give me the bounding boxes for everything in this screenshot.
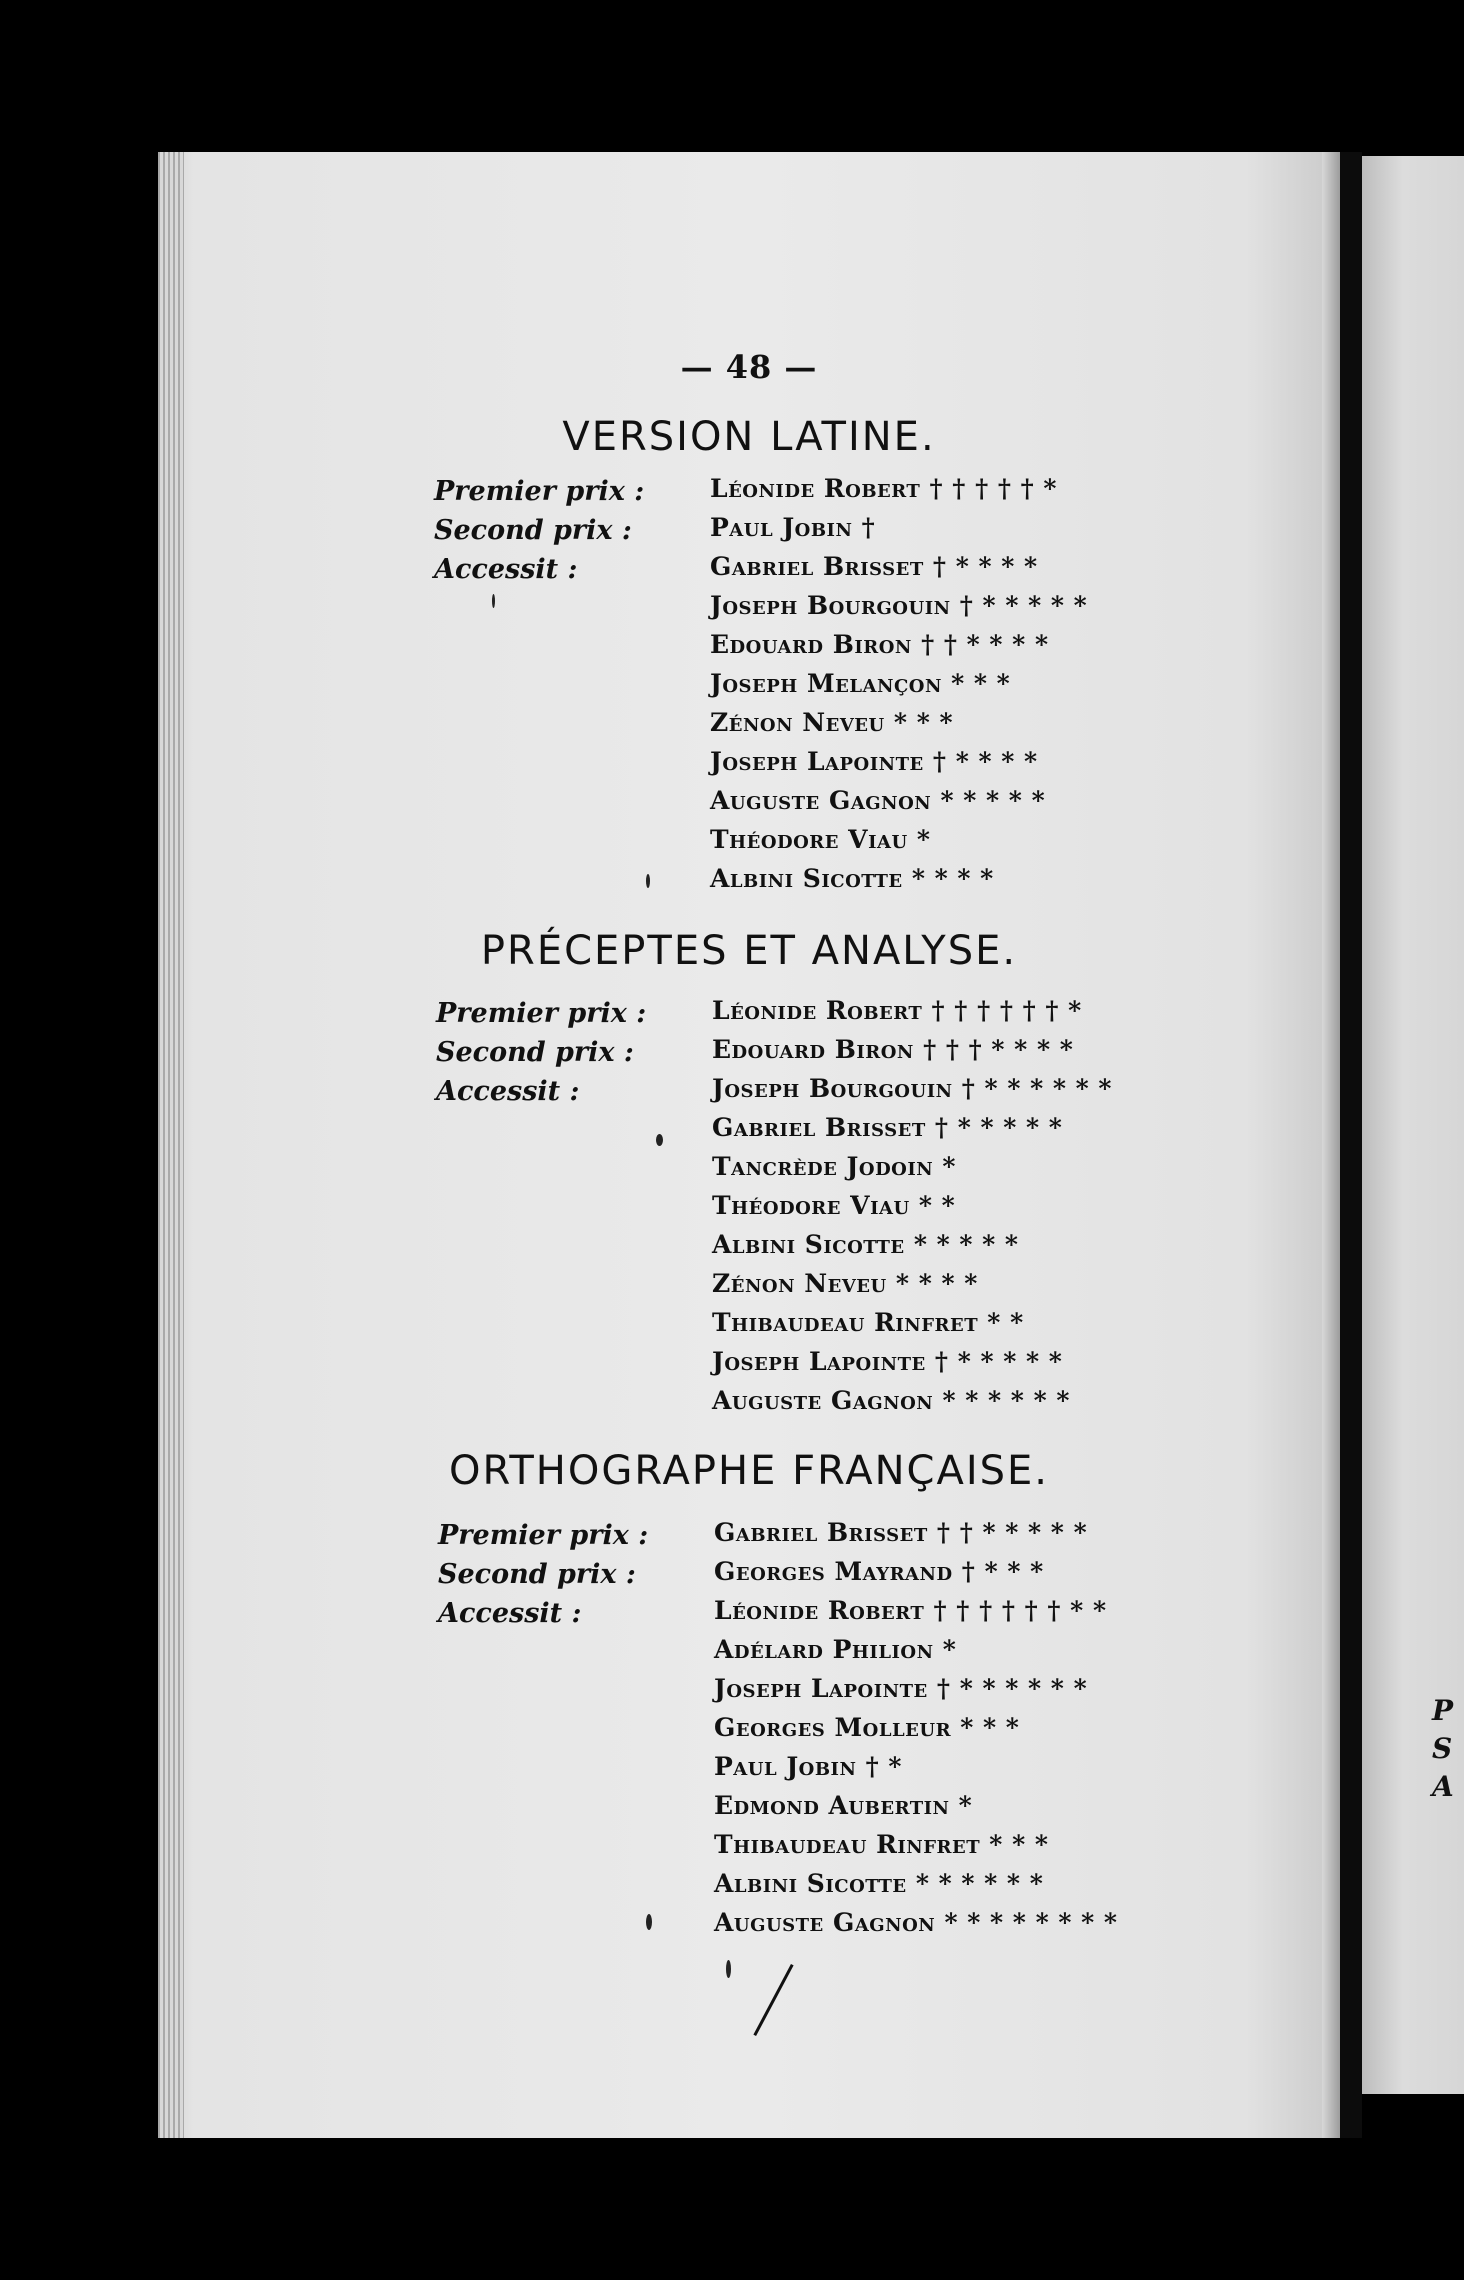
label-accessit: Accessit : — [436, 1076, 580, 1107]
pencil-mark — [753, 1964, 793, 2036]
facing-fragment: P — [1432, 1694, 1454, 1727]
book-gutter — [1340, 152, 1362, 2138]
entry: Thibaudeau Rinfret * * — [712, 1308, 1024, 1337]
entry: Auguste Gagnon * * * * * * — [712, 1386, 1070, 1415]
label-accessit: Accessit : — [438, 1598, 582, 1629]
entry: Edmond Aubertin * — [714, 1791, 973, 1820]
entry: Léonide Robert † † † † † * — [710, 474, 1057, 503]
entry: Paul Jobin † * — [714, 1752, 902, 1781]
entry: Albini Sicotte * * * * * — [712, 1230, 1019, 1259]
entry: Théodore Viau * — [710, 825, 931, 854]
entry: Thibaudeau Rinfret * * * — [714, 1830, 1049, 1859]
label-second-prix: Second prix : — [436, 1037, 634, 1068]
section-title-version-latine: VERSION LATINE. — [562, 414, 936, 460]
entry: Zénon Neveu * * * * — [712, 1269, 978, 1298]
entry: Auguste Gagnon * * * * * * * * — [714, 1908, 1118, 1937]
entry: Gabriel Brisset † † * * * * * — [714, 1518, 1088, 1547]
entry: Adélard Philion * — [714, 1635, 957, 1664]
label-second-prix: Second prix : — [438, 1559, 636, 1590]
section-title-orthographe-francaise: ORTHOGRAPHE FRANÇAISE. — [448, 1448, 1049, 1494]
ink-speck — [656, 1134, 663, 1146]
entry: Théodore Viau * * — [712, 1191, 956, 1220]
entry: Paul Jobin † — [710, 513, 876, 542]
entry: Joseph Lapointe † * * * * — [710, 747, 1038, 776]
label-accessit: Accessit : — [434, 554, 578, 585]
section-title-preceptes-analyse: PRÉCEPTES ET ANALYSE. — [480, 928, 1018, 974]
entry: Léonide Robert † † † † † † * — [712, 996, 1082, 1025]
entry: Edouard Biron † † † * * * * — [712, 1035, 1074, 1064]
label-premier-prix: Premier prix : — [438, 1520, 649, 1551]
entry: Gabriel Brisset † * * * * — [710, 552, 1038, 581]
entry: Tancrède Jodoin * — [712, 1152, 957, 1181]
facing-fragment: S — [1432, 1732, 1453, 1765]
ink-speck — [646, 874, 650, 888]
page-number: — 48 — — [680, 348, 818, 386]
entry: Joseph Bourgouin † * * * * * — [710, 591, 1088, 620]
book-page — [158, 152, 1340, 2138]
entry: Georges Mayrand † * * * — [714, 1557, 1044, 1586]
facing-page — [1362, 156, 1464, 2094]
entry: Léonide Robert † † † † † † * * — [714, 1596, 1107, 1625]
ink-speck — [646, 1914, 652, 1930]
label-premier-prix: Premier prix : — [434, 476, 645, 507]
entry: Zénon Neveu * * * — [710, 708, 954, 737]
ink-speck — [726, 1960, 731, 1978]
entry: Georges Molleur * * * — [714, 1713, 1020, 1742]
entry: Albini Sicotte * * * * — [710, 864, 994, 893]
facing-fragment: A — [1432, 1770, 1454, 1803]
label-second-prix: Second prix : — [434, 515, 632, 546]
entry: Gabriel Brisset † * * * * * — [712, 1113, 1063, 1142]
entry: Joseph Bourgouin † * * * * * * — [712, 1074, 1113, 1103]
entry: Joseph Melançon * * * — [710, 669, 1011, 698]
entry: Albini Sicotte * * * * * * — [714, 1869, 1044, 1898]
entry: Joseph Lapointe † * * * * * — [712, 1347, 1063, 1376]
label-premier-prix: Premier prix : — [436, 998, 647, 1029]
entry: Auguste Gagnon * * * * * — [710, 786, 1046, 815]
entry: Joseph Lapointe † * * * * * * — [714, 1674, 1088, 1703]
ink-speck — [492, 594, 495, 608]
entry: Edouard Biron † † * * * * — [710, 630, 1049, 659]
